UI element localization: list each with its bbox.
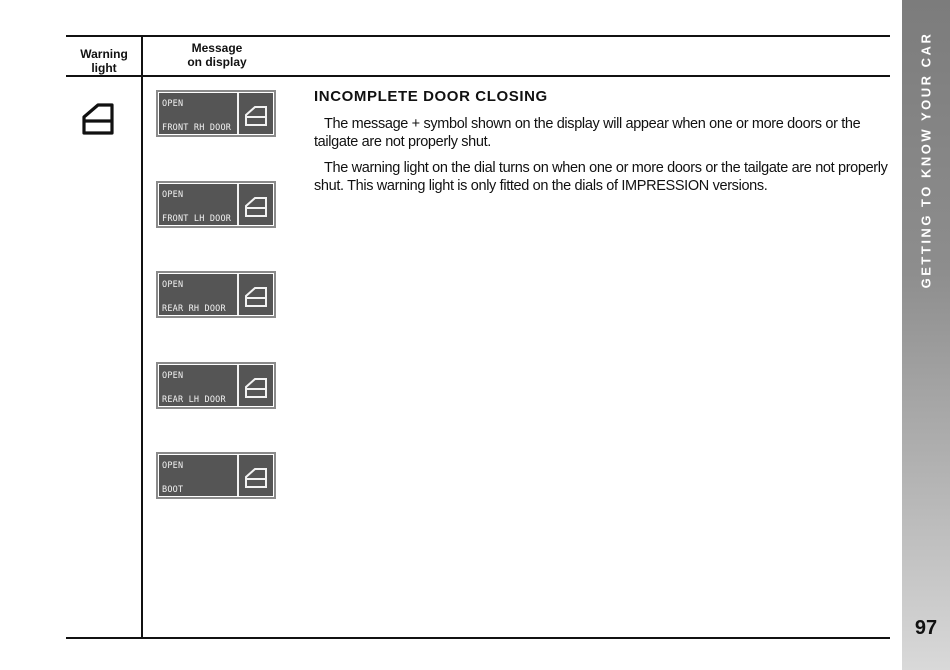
table-bottom-rule bbox=[66, 637, 890, 639]
column-header-message-line1: Message bbox=[191, 41, 243, 55]
display-line1: OPEN bbox=[162, 461, 184, 471]
table-top-rule bbox=[66, 35, 890, 37]
display-screen bbox=[159, 365, 273, 406]
column-header-warning-light: Warning light bbox=[80, 47, 128, 75]
display-message-front-rh-door bbox=[156, 90, 276, 137]
display-line1: OPEN bbox=[162, 190, 184, 200]
body-paragraph: The warning light on the dial turns on when one or more doors or the tailgate are not properly shut. This warning light is only fitted on the dials of IMPRESSION versions. bbox=[314, 160, 888, 194]
column-header-message-line2: on display bbox=[187, 55, 247, 69]
display-line2: BOOT bbox=[162, 485, 184, 495]
table-header-rule bbox=[66, 75, 890, 77]
display-line2: REAR LH DOOR bbox=[162, 395, 226, 405]
display-line1: OPEN bbox=[162, 371, 184, 381]
display-line1: OPEN bbox=[162, 99, 184, 109]
display-message-boot bbox=[156, 452, 276, 499]
display-line2: REAR RH DOOR bbox=[162, 304, 226, 314]
section-title: INCOMPLETE DOOR CLOSING bbox=[314, 88, 548, 105]
table-column-divider bbox=[141, 36, 143, 638]
display-line2: FRONT RH DOOR bbox=[162, 123, 232, 133]
display-screen bbox=[159, 184, 273, 225]
open-door-icon bbox=[237, 455, 273, 496]
display-message-rear-lh-door bbox=[156, 362, 276, 409]
display-message-rear-rh-door bbox=[156, 271, 276, 318]
display-line1: OPEN bbox=[162, 280, 184, 290]
display-screen bbox=[159, 93, 273, 134]
body-paragraph: The message + symbol shown on the display will appear when one or more doors or the tailgate are not properly shut. bbox=[314, 116, 861, 150]
column-header-message bbox=[160, 41, 274, 69]
open-door-icon bbox=[237, 365, 273, 406]
display-screen bbox=[159, 455, 273, 496]
open-door-icon bbox=[237, 274, 273, 315]
open-door-icon bbox=[80, 102, 116, 141]
display-message-front-lh-door bbox=[156, 181, 276, 228]
open-door-icon bbox=[237, 184, 273, 225]
display-line2: FRONT LH DOOR bbox=[162, 214, 232, 224]
open-door-icon bbox=[237, 93, 273, 134]
page-number: 97 bbox=[914, 617, 938, 639]
display-screen bbox=[159, 274, 273, 315]
chapter-title: GETTING TO KNOW YOUR CAR bbox=[918, 31, 934, 289]
